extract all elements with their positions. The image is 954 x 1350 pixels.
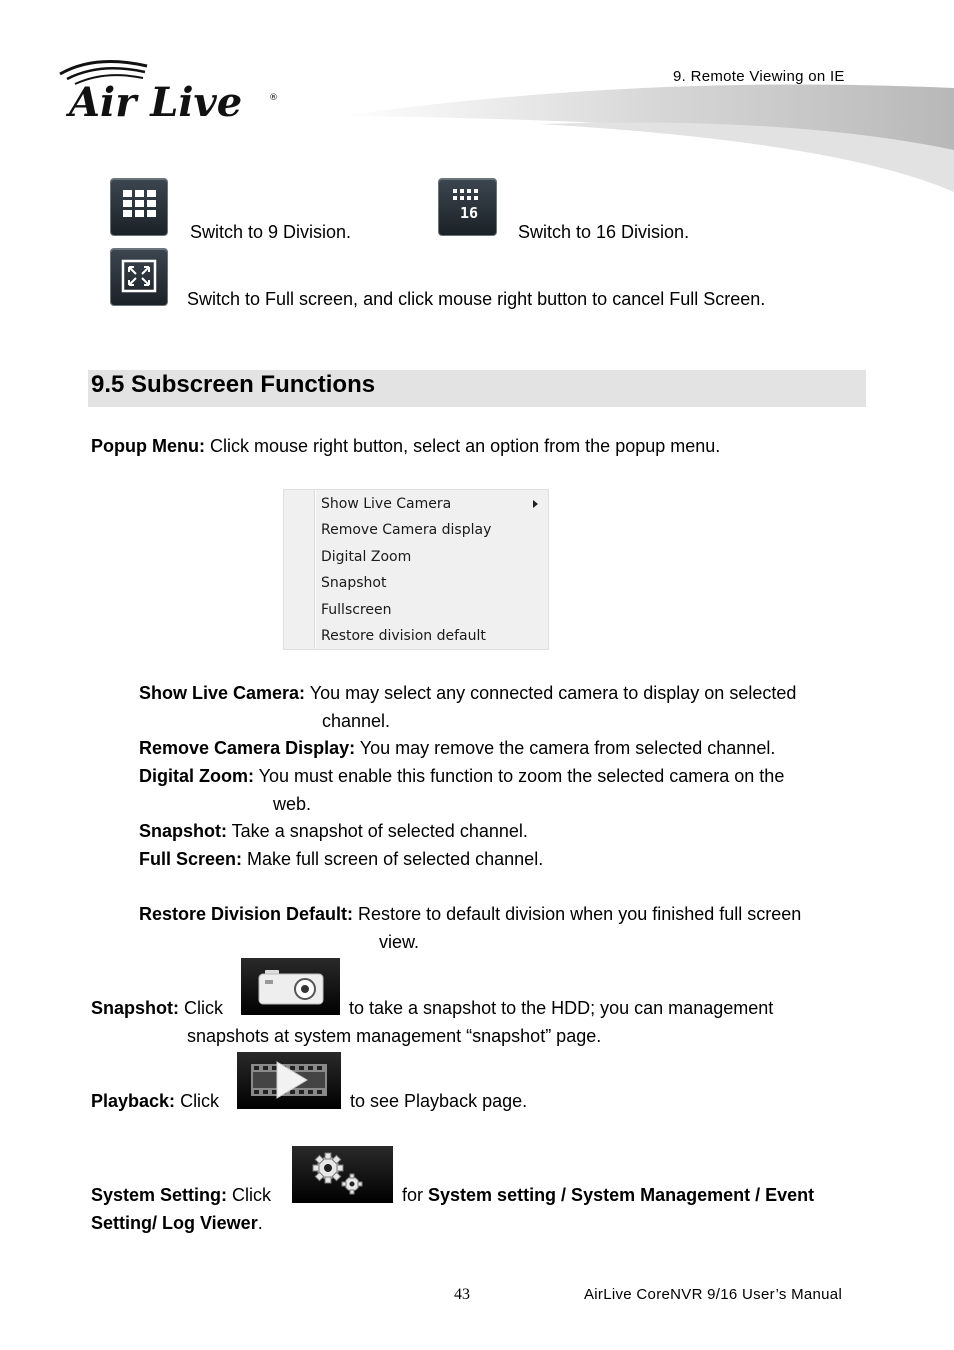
system-setting-after: for System setting / System Management / Event <box>402 1185 815 1205</box>
desc-digital-zoom-cont: web. <box>273 794 312 814</box>
section-title: 9.5 Subscreen Functions <box>91 371 376 398</box>
playback-paragraph: Playback: Click <box>91 1091 220 1111</box>
fullscreen-label: Switch to Full screen, and click mouse right button to cancel Full Screen. <box>187 289 766 309</box>
sixteen-division-icon[interactable] <box>438 178 497 236</box>
menu-item-digital-zoom[interactable]: Digital Zoom <box>321 549 412 565</box>
gears-icon[interactable] <box>292 1146 393 1203</box>
system-setting-paragraph: System Setting: Click <box>91 1185 272 1205</box>
page-number: 43 <box>454 1286 470 1303</box>
playback-after-text: to see Playback page. <box>350 1091 528 1111</box>
svg-text:Air Live: Air Live <box>69 79 243 120</box>
desc-restore-division-cont: view. <box>379 932 420 952</box>
fullscreen-icon[interactable] <box>110 248 168 306</box>
menu-item-fullscreen[interactable]: Fullscreen <box>321 602 392 618</box>
snapshot-cont-text: snapshots at system management “snapshot” page. <box>187 1026 602 1046</box>
svg-text:16: 16 <box>460 204 479 222</box>
menu-item-remove-camera-display[interactable]: Remove Camera display <box>321 522 492 538</box>
header-swoosh-decoration <box>340 80 954 195</box>
switch-9-label: Switch to 9 Division. <box>190 222 352 242</box>
chapter-header: 9. Remote Viewing on IE <box>673 68 845 85</box>
desc-restore-division: Restore Division Default: Restore to default division when you finished full screen <box>139 904 802 924</box>
camera-icon[interactable] <box>241 958 340 1015</box>
menu-item-restore-division-default[interactable]: Restore division default <box>321 628 486 644</box>
manual-title-footer: AirLive CoreNVR 9/16 User’s Manual <box>584 1286 843 1303</box>
switch-16-label: Switch to 16 Division. <box>518 222 690 242</box>
menu-item-show-live-camera[interactable]: Show Live Camera <box>321 491 548 517</box>
desc-show-live-camera: Show Live Camera: You may select any connected camera to display on selected <box>139 683 797 703</box>
desc-snapshot: Snapshot: Take a snapshot of selected channel. <box>139 821 528 841</box>
context-menu <box>283 489 549 650</box>
menu-item-snapshot[interactable]: Snapshot <box>321 575 387 591</box>
playback-film-icon[interactable] <box>237 1052 341 1109</box>
desc-digital-zoom: Digital Zoom: You must enable this function to zoom the selected camera on the <box>139 766 785 786</box>
popup-menu-label: Popup Menu: <box>91 436 205 456</box>
snapshot-paragraph: Snapshot: Click <box>91 998 223 1018</box>
snapshot-after-text: to take a snapshot to the HDD; you can management <box>349 998 774 1018</box>
svg-text:®: ® <box>269 93 278 103</box>
popup-menu-paragraph <box>91 435 720 457</box>
airlive-logo <box>55 58 285 120</box>
desc-remove-camera: Remove Camera Display: You may remove the camera from selected channel. <box>139 738 776 758</box>
menu-gutter <box>314 490 315 649</box>
desc-show-live-camera-cont: channel. <box>322 711 391 731</box>
submenu-arrow-icon <box>533 500 538 508</box>
nine-division-icon[interactable] <box>110 178 168 236</box>
system-setting-cont: Setting/ Log Viewer. <box>91 1213 263 1233</box>
popup-menu-text: Click mouse right button, select an option from the popup menu. <box>204 436 721 456</box>
desc-full-screen: Full Screen: Make full screen of selected channel. <box>139 849 544 869</box>
